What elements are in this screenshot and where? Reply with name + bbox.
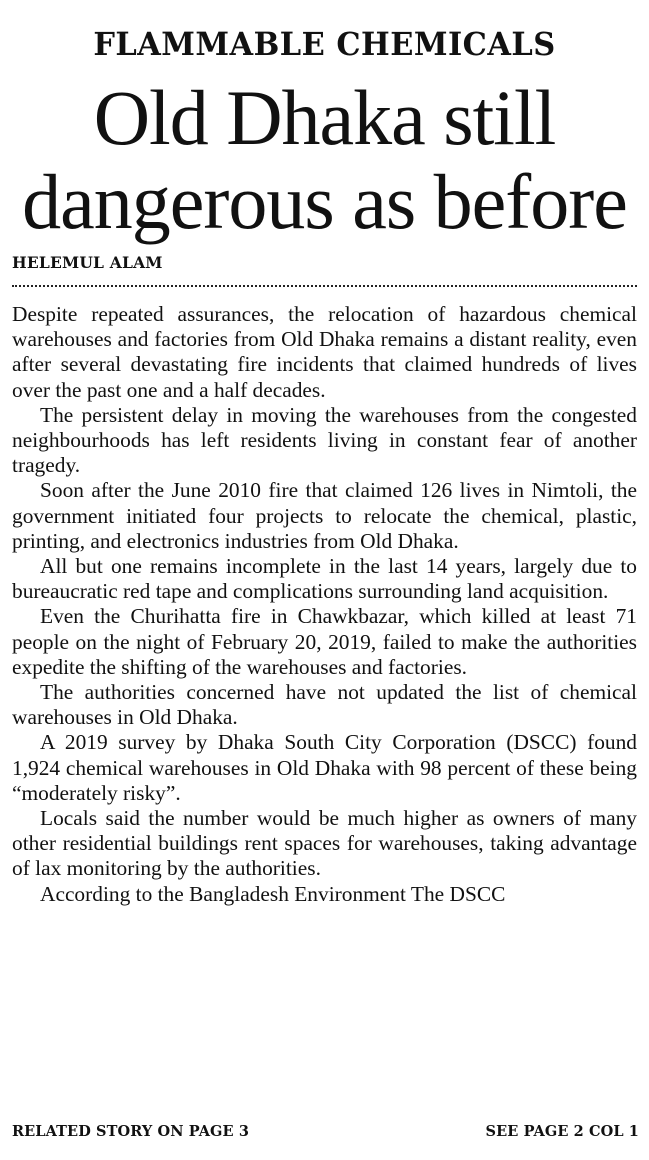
- paragraph: The persistent delay in moving the warehouses from the congested neighbourhoods has left residents living in constant fear of another tragedy.: [12, 402, 637, 478]
- paragraph: All but one remains incomplete in the last 14 years, largely due to bureaucratic red tape and complications surrounding land acquisition.: [12, 554, 637, 604]
- paragraph: Soon after the June 2010 fire that claimed 126 lives in Nimtoli, the government initiated four projects to relocate the chemical, plastic, printing, and electronics industries from Old Dhaka.: [12, 478, 637, 553]
- headline: [0, 76, 649, 244]
- headline-line-2: dangerous as before: [22, 158, 627, 245]
- kicker: FLAMMABLE CHEMICALS: [93, 25, 556, 63]
- paragraph: According to the Bangladesh Environment The DSCC: [40, 881, 506, 906]
- article-body: [12, 302, 637, 907]
- paragraph: Despite repeated assurances, the relocation of hazardous chemical warehouses and factories from Old Dhaka remains a distant reality, even after several devastating fire incidents that claimed hundreds of lives over the past one and a half decades.: [12, 302, 637, 402]
- continued-note: SEE PAGE 2 COL 1: [485, 1123, 639, 1140]
- paragraph: Even the Churihatta fire in Chawkbazar, which killed at least 71 people on the night of February 20, 2019, failed to make the authorities expedite the shifting of the warehouses and factories.: [12, 604, 637, 679]
- paragraph: The authorities concerned have not updated the list of chemical warehouses in Old Dhaka.: [12, 680, 637, 730]
- related-story-note: RELATED STORY ON PAGE 3: [12, 1123, 250, 1140]
- headline-line-1: Old Dhaka still: [93, 74, 556, 161]
- paragraph: Locals said the number would be much higher as owners of many other residential buildings rent spaces for warehouses, taking advantage of lax monitoring by the authorities.: [12, 806, 637, 881]
- byline: HELEMUL ALAM: [12, 253, 163, 272]
- paragraph: A 2019 survey by Dhaka South City Corporation (DSCC) found 1,924 chemical warehouses in Old Dhaka with 98 percent of these being “moderately risky”.: [12, 730, 637, 805]
- dotted-divider: [12, 285, 637, 287]
